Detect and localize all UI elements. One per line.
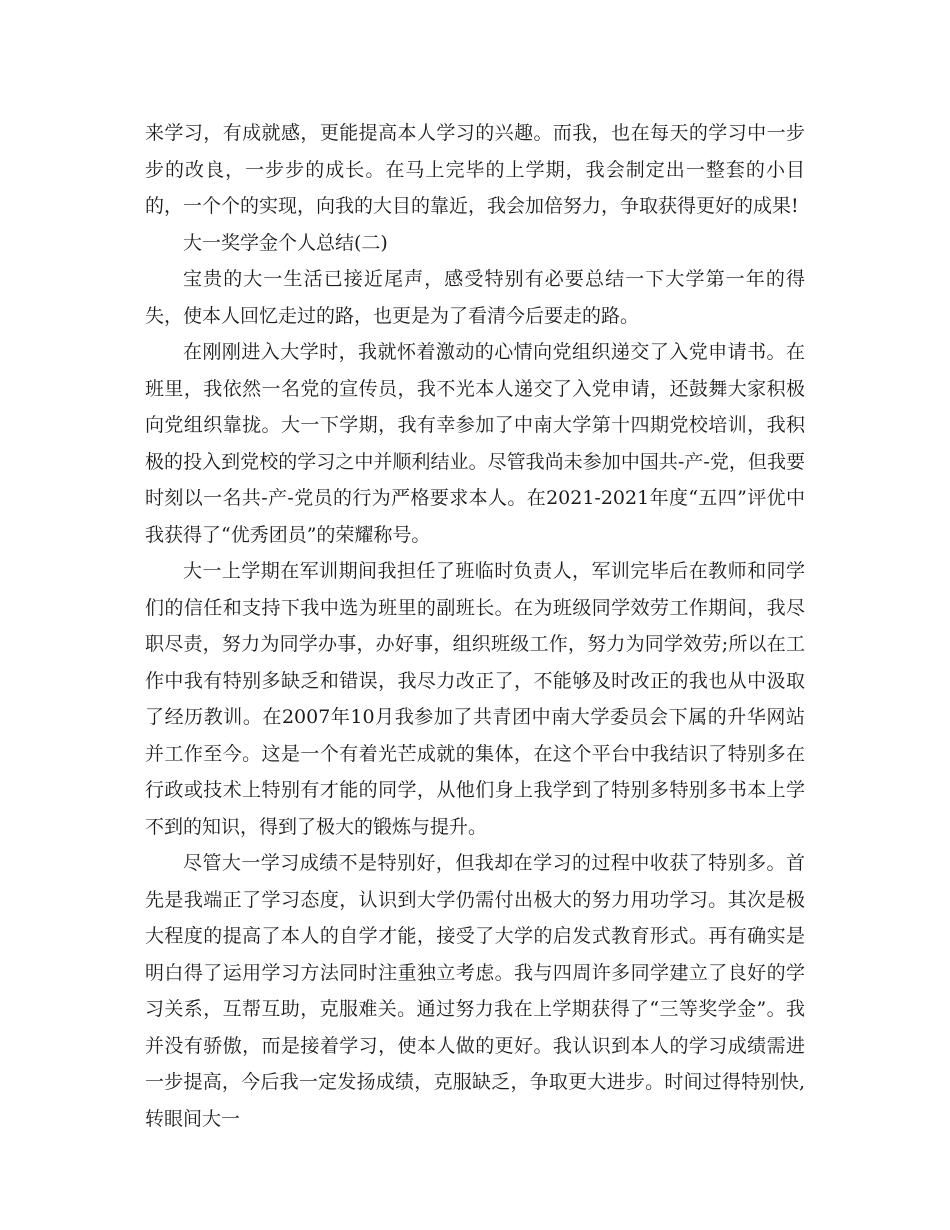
paragraph-intro: 宝贵的大一生活已接近尾声，感受特别有必要总结一下大学第一年的得失，使本人回忆走过的路，也更是为了看清今后要走的路。: [145, 268, 805, 327]
document-body: [145, 115, 805, 1137]
paragraph-class-work: 大一上学期在军训期间我担任了班临时负责人，军训完毕后在教师和同学们的信任和支持下我中选为班里的副班长。在为班级同学效劳工作期间，我尽职尽责，努力为同学办事，办好事，组织班级工作，努力为同学效劳;所以在工作中我有特别多缺乏和错误，我尽力改正了，不能够及时改正的我也从中汲取了经历教训。在2007年10月我参加了共青团中南大学委员会下属的升华网站并工作至今。这是一个有着光芒成就的集体，在这个平台中我结识了特别多在行政或技术上特别有才能的同学，从他们身上我学到了特别多特别多书本上学不到的知识，得到了极大的锻炼与提升。: [145, 560, 805, 838]
section-heading: 大一奖学金个人总结(二): [183, 231, 388, 254]
paragraph-study: 尽管大一学习成绩不是特别好，但我却在学习的过程中收获了特别多。首先是我端正了学习态度，认识到大学仍需付出极大的努力用功学习。其次是极大程度的提高了本人的自学才能，接受了大学的启发式教育形式。再有确实是明白得了运用学习方法同时注重独立考虑。我与四周许多同学建立了良好的学习关系，互帮互助，克服难关。通过努力我在上学期获得了“三等奖学金”。我并没有骄傲，而是接着学习，使本人做的更好。我认识到本人的学习成绩需进一步提高，今后我一定发扬成绩，克服缺乏，争取更大进步。时间过得特别快,转眼间大一: [145, 852, 805, 1130]
paragraph-continuation: 来学习，有成就感，更能提高本人学习的兴趣。而我，也在每天的学习中一步步的改良，一步步的成长。在马上完毕的上学期，我会制定出一整套的小目的，一个个的实现，向我的大目的靠近，我会加倍努力，争取获得更好的成果!: [145, 122, 805, 217]
paragraph-party: 在刚刚进入大学时，我就怀着激动的心情向党组织递交了入党申请书。在班里，我依然一名党的宣传员，我不光本人递交了入党申请，还鼓舞大家积极向党组织靠拢。大一下学期，我有幸参加了中南大学第十四期党校培训，我积极的投入到党校的学习之中并顺利结业。尽管我尚未参加中国共-产-党，但我要时刻以一名共-产-党员的行为严格要求本人。在2021-2021年度“五四”评优中我获得了“优秀团员”的荣耀称号。: [145, 341, 805, 546]
